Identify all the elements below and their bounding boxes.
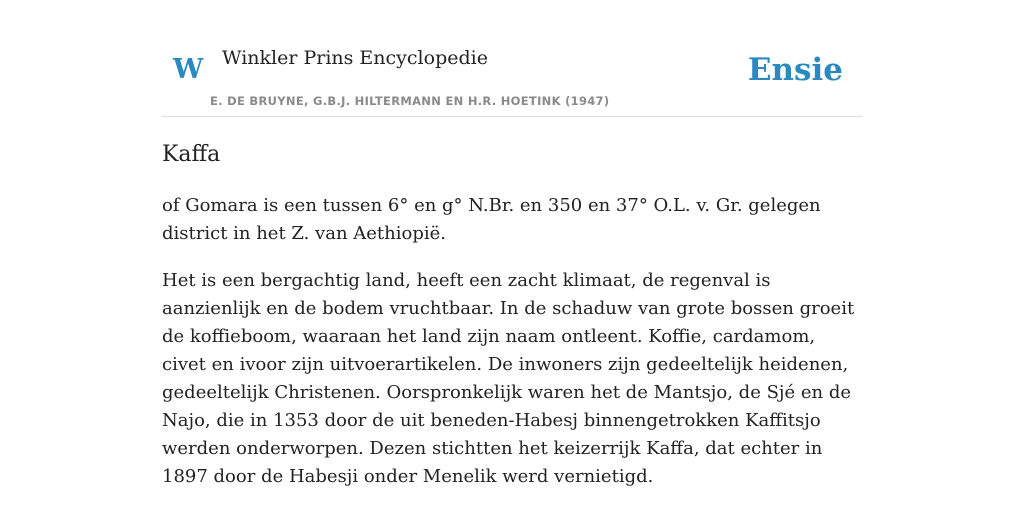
article-paragraph: Het is een bergachtig land, heeft een zacht klimaat, de regenval is aanzienlijk en de bodem vruchtbaar. In de schaduw van grote bossen groeit de koffieboom, waaraan het land zijn naam ontleent. Koffie, cardamom, civet en ivoor zijn uitvoerartikelen. De inwoners zijn gedeeltelijk heidenen, gedeeltelijk Christenen. Oorspronkelijk waren het de Mantsjo, de Sjé en de Najo, die in 1353 door de uit beneden-Habesj binnengetrokken Kaffitsjo werden onderworpen. Dezen stichtten het keizerrijk Kaffa, dat echter in 1897 door de Habesji onder Menelik werd vernietigd. <box>162 270 855 487</box>
article <box>162 138 862 491</box>
article-title: Kaffa <box>162 142 221 167</box>
source-logo: W <box>173 54 204 85</box>
source-header <box>162 0 862 117</box>
ensie-logo-link[interactable]: Ensie <box>747 52 843 88</box>
article-paragraph: of Gomara is een tussen 6° en g° N.Br. en 350 en 37° O.L. v. Gr. gelegen district in het Z. van Aethiopië. <box>162 195 821 244</box>
source-title-link[interactable]: Winkler Prins Encyclopedie <box>222 47 488 69</box>
source-authors: E. DE BRUYNE, G.B.J. HILTERMANN EN H.R. HOETINK (1947) <box>210 94 610 108</box>
